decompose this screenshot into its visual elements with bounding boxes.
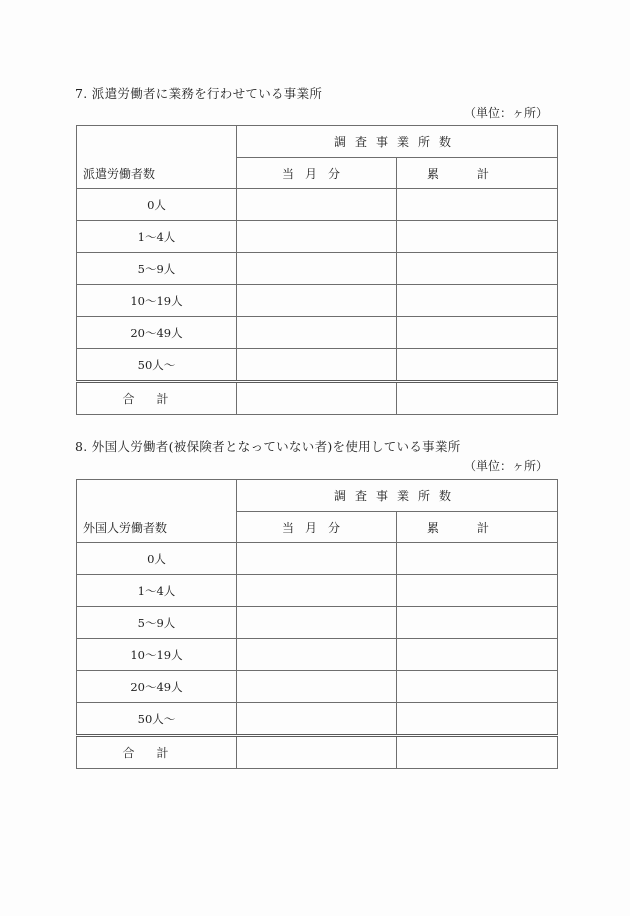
total-row	[77, 736, 558, 769]
table-row	[77, 575, 558, 607]
table-row	[77, 285, 558, 317]
section-8-title: 8. 外国人労働者(被保険者となっていない者)を使用している事業所	[75, 439, 461, 454]
current-month-cell[interactable]	[237, 607, 397, 639]
cumulative-cell[interactable]	[397, 285, 558, 317]
current-month-cell[interactable]	[237, 285, 397, 317]
dispatched-workers-table	[76, 125, 558, 415]
row-header-foreign-workers: 外国人労働者数	[77, 480, 237, 543]
row-label: 20〜49人	[77, 317, 237, 349]
cumulative-cell[interactable]	[397, 253, 558, 285]
table-row	[77, 607, 558, 639]
section-7-title: 7. 派遣労働者に業務を行わせている事業所	[75, 86, 323, 101]
total-label: 合計	[77, 736, 237, 769]
row-label: 10〜19人	[77, 639, 237, 671]
row-label: 0人	[77, 189, 237, 221]
current-month-cell[interactable]	[237, 253, 397, 285]
current-month-cell[interactable]	[237, 543, 397, 575]
cumulative-cell[interactable]	[397, 703, 558, 736]
cumulative-cell[interactable]	[397, 221, 558, 253]
group-header-surveyed-establishments: 調査事業所数	[237, 126, 558, 158]
current-month-cell[interactable]	[237, 703, 397, 736]
table-row	[77, 253, 558, 285]
cumulative-cell[interactable]	[397, 189, 558, 221]
table-row	[77, 639, 558, 671]
cumulative-cell[interactable]	[397, 317, 558, 349]
col-header-cumulative: 累計	[427, 166, 528, 181]
section-7-unit-label: （単位：ヶ所）	[463, 106, 548, 120]
col-header-cumulative: 累計	[427, 520, 528, 535]
table-row	[77, 317, 558, 349]
table-row	[77, 221, 558, 253]
table-row	[77, 703, 558, 736]
total-label: 合計	[77, 382, 237, 415]
cumulative-cell[interactable]	[397, 349, 558, 382]
row-label: 20〜49人	[77, 671, 237, 703]
group-header-surveyed-establishments: 調査事業所数	[237, 480, 558, 512]
row-label: 5〜9人	[77, 253, 237, 285]
cumulative-cell[interactable]	[397, 607, 558, 639]
current-month-cell[interactable]	[237, 349, 397, 382]
total-cumulative-cell[interactable]	[397, 736, 558, 769]
cumulative-cell[interactable]	[397, 543, 558, 575]
table-row	[77, 543, 558, 575]
row-header-dispatched-workers: 派遣労働者数	[77, 126, 237, 189]
cumulative-cell[interactable]	[397, 639, 558, 671]
col-header-current-month: 当月分	[281, 520, 351, 535]
current-month-cell[interactable]	[237, 189, 397, 221]
table-row	[77, 189, 558, 221]
foreign-workers-table	[76, 479, 558, 769]
current-month-cell[interactable]	[237, 221, 397, 253]
row-label: 50人〜	[77, 703, 237, 736]
current-month-cell[interactable]	[237, 671, 397, 703]
current-month-cell[interactable]	[237, 317, 397, 349]
row-label: 1〜4人	[77, 575, 237, 607]
col-header-current-month: 当月分	[281, 166, 351, 181]
table-row	[77, 671, 558, 703]
cumulative-cell[interactable]	[397, 671, 558, 703]
cumulative-cell[interactable]	[397, 575, 558, 607]
section-8-unit-label: （単位：ヶ所）	[463, 459, 548, 473]
current-month-cell[interactable]	[237, 639, 397, 671]
row-label: 0人	[77, 543, 237, 575]
table-row	[77, 349, 558, 382]
current-month-cell[interactable]	[237, 575, 397, 607]
total-current-month-cell[interactable]	[237, 736, 397, 769]
row-label: 1〜4人	[77, 221, 237, 253]
total-current-month-cell[interactable]	[237, 382, 397, 415]
row-label: 50人〜	[77, 349, 237, 382]
total-row	[77, 382, 558, 415]
row-label: 10〜19人	[77, 285, 237, 317]
total-cumulative-cell[interactable]	[397, 382, 558, 415]
row-label: 5〜9人	[77, 607, 237, 639]
